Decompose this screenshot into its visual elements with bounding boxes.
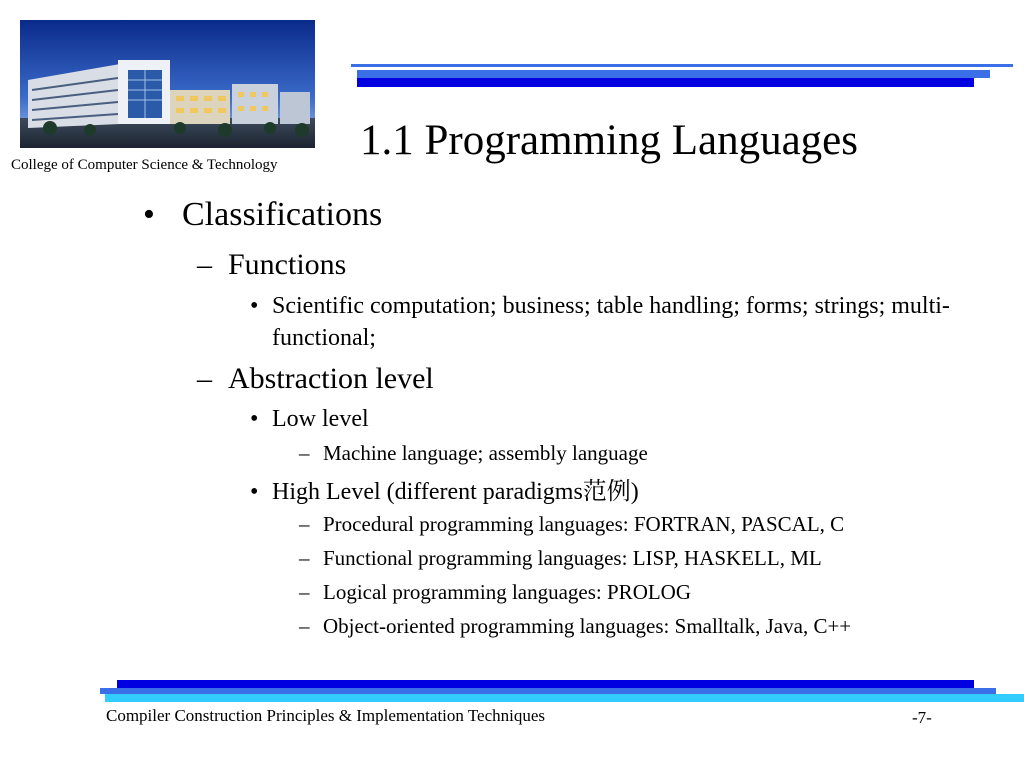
bullet-low-level: • xyxy=(250,406,259,432)
dash-functions: – xyxy=(197,248,212,281)
bullet-high-level: • xyxy=(250,479,259,505)
slide-title: 1.1 Programming Languages xyxy=(360,117,858,164)
item-procedural-languages: Procedural programming languages: FORTRAN, PASCAL, C xyxy=(323,512,845,536)
bullet-classifications: • xyxy=(143,196,155,233)
item-abstraction-level: Abstraction level xyxy=(228,362,434,395)
bottom-bar-light xyxy=(105,694,1024,702)
item-machine-language: Machine language; assembly language xyxy=(323,441,648,465)
top-bar-thin xyxy=(351,64,1013,67)
item-functional-languages: Functional programming languages: LISP, HASKELL, ML xyxy=(323,546,822,570)
dash-object-oriented: – xyxy=(299,614,310,638)
item-classifications: Classifications xyxy=(182,196,383,233)
item-functions: Functions xyxy=(228,248,347,281)
college-name: College of Computer Science & Technology xyxy=(11,157,278,173)
top-bar-medium xyxy=(357,70,990,78)
top-bar-dark xyxy=(357,78,974,87)
bullet-scientific: • xyxy=(250,293,259,319)
footer-course-title: Compiler Construction Principles & Implementation Techniques xyxy=(106,706,546,725)
bottom-bar-dark xyxy=(117,680,974,688)
dash-logical: – xyxy=(299,580,310,604)
campus-building-photo xyxy=(20,20,315,148)
dash-machine-language: – xyxy=(299,441,310,465)
item-scientific: Scientific computation; business; table handling; forms; strings; multi-functional; xyxy=(272,293,950,351)
item-high-level: High Level (different paradigms范例) xyxy=(272,479,639,505)
item-low-level: Low level xyxy=(272,406,369,432)
dash-abstraction: – xyxy=(197,362,212,395)
dash-procedural: – xyxy=(299,512,310,536)
dash-functional: – xyxy=(299,546,310,570)
item-object-oriented-languages: Object-oriented programming languages: Smalltalk, Java, C++ xyxy=(323,614,852,638)
page-number: -7- xyxy=(912,708,932,727)
item-logical-languages: Logical programming languages: PROLOG xyxy=(323,580,692,604)
